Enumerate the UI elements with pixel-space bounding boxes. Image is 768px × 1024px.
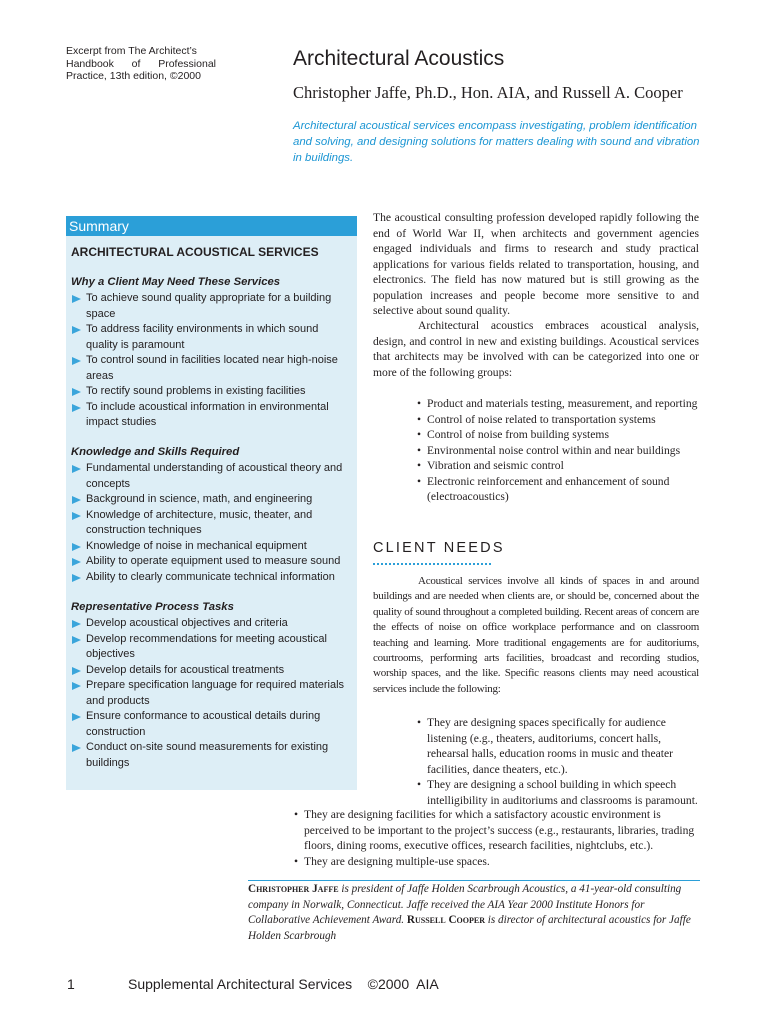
list-item: Ability to clearly communicate technical information: [71, 570, 353, 586]
triangle-bullet-icon: [72, 496, 81, 504]
list-item: • Electronic reinforcement and enhancement of sound (electroacoustics): [417, 474, 700, 505]
triangle-bullet-icon: [72, 682, 81, 690]
list-item: • They are designing facilities for which a satisfactory acoustic environment is perceived to be important to the project’s success (e.g., restaurants, libraries, trading floors, dining rooms, executive offices, research facilities, nightclubs, etc.).: [294, 807, 700, 854]
triangle-bullet-icon: [72, 667, 81, 675]
section-title: Representative Process Tasks: [71, 601, 234, 613]
summary-sidebar: [66, 216, 357, 790]
triangle-bullet-icon: [72, 620, 81, 628]
author-bio: [248, 882, 700, 944]
list-item: • Product and materials testing, measurement, and reporting: [417, 396, 700, 412]
list-item: • They are designing multiple-use spaces.: [294, 854, 700, 870]
list-item: • Environmental noise control within and near buildings: [417, 443, 700, 459]
triangle-bullet-icon: [72, 744, 81, 752]
summary-heading: Summary: [66, 216, 357, 236]
list-item: To include acoustical information in environmental impact studies: [71, 400, 353, 431]
authors: Christopher Jaffe, Ph.D., Hon. AIA, and Russell A. Cooper: [293, 83, 683, 102]
author-name: Russell Cooper: [406, 914, 485, 926]
triangle-bullet-icon: [72, 543, 81, 551]
body-paragraph: Acoustical services involve all kinds of spaces in and around buildings and are needed when clients are, or should be, concerned about the quality of sound throughout a completed building. Recent areas of concern are the effects of noise on office workplace performance and on classroom teaching and learning. More traditional engagements are for auditoriums, courtrooms, performing arts facilities, broadcast and recording studios, worship spaces, and the like. Specific reasons clients may need acoustical services include the following:: [373, 575, 699, 695]
abstract: Architectural acoustical services encompass investigating, problem identification and solving, and designing solutions for matters dealing with sound and vibration in buildings.: [293, 120, 700, 164]
skills-list: [71, 461, 353, 585]
triangle-bullet-icon: [72, 574, 81, 582]
triangle-bullet-icon: [72, 558, 81, 566]
heading-underline: [373, 563, 491, 565]
list-item: Prepare specification language for required materials and products: [71, 678, 353, 709]
list-item: To achieve sound quality appropriate for a building space: [71, 291, 353, 322]
bio-text: is director of architectural acoustics for Jaffe Holden Scarbrough: [248, 914, 691, 942]
list-item: Ability to operate equipment used to measure sound: [71, 554, 353, 570]
list-item: • Control of noise related to transportation systems: [417, 412, 700, 428]
section-title: Knowledge and Skills Required: [71, 446, 240, 458]
excerpt-line: Practice, 13th edition, ©2000: [66, 70, 201, 82]
services-heading: ARCHITECTURAL ACOUSTICAL SERVICES: [71, 245, 319, 259]
list-item: • Control of noise from building systems: [417, 427, 700, 443]
footer-text: Supplemental Architectural Services ©2000 AIA: [128, 976, 439, 992]
body-paragraph: Architectural acoustics embraces acoustical analysis, design, and control in new and existing buildings. Acoustical services that architects may be involved with can be categorized into one or more of the following groups:: [373, 319, 699, 379]
list-item: Develop recommendations for meeting acoustical objectives: [71, 632, 353, 663]
list-item: • Vibration and seismic control: [417, 458, 700, 474]
triangle-bullet-icon: [72, 404, 81, 412]
body-paragraph: The acoustical consulting profession developed rapidly following the end of World War II, when architects and government agencies engaged individuals and firms to research and study practical applications for various fields related to transportation, housing, and electronics. The field has now matured but is still growing as the population increases and people become more sensitive to and selective about sound quality.: [373, 211, 699, 317]
list-item: To address facility environments in which sound quality is paramount: [71, 322, 353, 353]
excerpt-line: Handbook of Professional: [66, 57, 216, 70]
page-number: 1: [67, 976, 75, 992]
list-item: Conduct on-site sound measurements for existing buildings: [71, 740, 353, 771]
tasks-list: [71, 616, 353, 771]
triangle-bullet-icon: [72, 357, 81, 365]
divider: [248, 880, 700, 881]
author-name: Christopher Jaffe: [248, 883, 339, 895]
client-reasons-list-wide: [294, 807, 700, 869]
service-groups-list: [417, 396, 700, 505]
section-title: Why a Client May Need These Services: [71, 276, 281, 288]
list-item: Ensure conformance to acoustical details during construction: [71, 709, 353, 740]
triangle-bullet-icon: [72, 512, 81, 520]
bio-text: is president of Jaffe Holden Scarbrough Acoustics, a 41-year-old consulting company in Norwalk, Connecticut. Jaffe received the AIA Year 2000 Institute Honors for Collaborative Achievement Award.: [248, 883, 682, 926]
client-reasons-list: [417, 715, 700, 808]
list-item: Fundamental understanding of acoustical theory and concepts: [71, 461, 353, 492]
triangle-bullet-icon: [72, 388, 81, 396]
list-item: Develop details for acoustical treatments: [71, 663, 353, 679]
page-title: Architectural Acoustics: [293, 47, 505, 70]
triangle-bullet-icon: [72, 636, 81, 644]
client-needs-list: [71, 291, 353, 431]
list-item: Knowledge of architecture, music, theater, and construction techniques: [71, 508, 353, 539]
excerpt-line: Excerpt from The Architect’s: [66, 45, 197, 57]
section-heading: CLIENT NEEDS: [373, 540, 505, 556]
list-item: To rectify sound problems in existing facilities: [71, 384, 353, 400]
list-item: • They are designing a school building in which speech intelligibility in auditoriums and classrooms is paramount.: [417, 777, 700, 808]
triangle-bullet-icon: [72, 326, 81, 334]
triangle-bullet-icon: [72, 713, 81, 721]
excerpt-note: [66, 45, 216, 83]
triangle-bullet-icon: [72, 295, 81, 303]
list-item: Knowledge of noise in mechanical equipment: [71, 539, 353, 555]
list-item: To control sound in facilities located near high-noise areas: [71, 353, 353, 384]
list-item: Background in science, math, and engineering: [71, 492, 353, 508]
triangle-bullet-icon: [72, 465, 81, 473]
list-item: • They are designing spaces specifically for audience listening (e.g., theaters, auditoriums, concert halls, rehearsal halls, education rooms in music and theater facilities, dance theaters, etc.).: [417, 715, 700, 777]
list-item: Develop acoustical objectives and criteria: [71, 616, 353, 632]
